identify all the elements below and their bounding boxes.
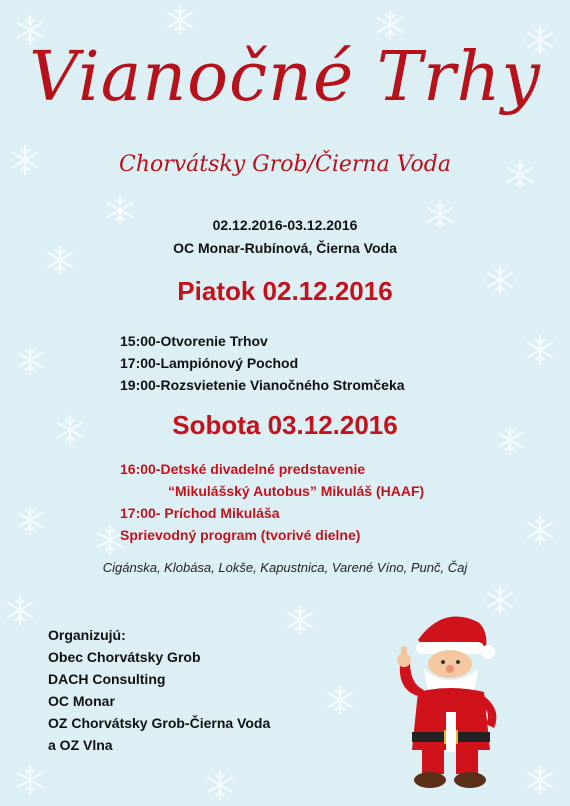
snowflake-icon: [378, 11, 402, 39]
snowflake-icon: [8, 596, 32, 624]
snowflake-icon: [168, 6, 192, 34]
organizer-item: Obec Chorvátsky Grob: [48, 649, 201, 665]
event-venue: OC Monar-Rubínová, Čierna Voda: [173, 240, 397, 256]
schedule-item: 17:00- Príchod Mikuláša: [120, 505, 280, 521]
schedule-item: 15:00-Otvorenie Trhov: [120, 333, 268, 349]
organizers-label: Organizujú:: [48, 627, 126, 643]
snowflake-icon: [288, 606, 312, 634]
organizer-item: OZ Chorvátsky Grob-Čierna Voda: [48, 715, 271, 731]
schedule-item: “Mikulášský Autobus” Mikuláš (HAAF): [168, 483, 425, 499]
santa-claus-icon: [388, 600, 508, 790]
snowflake-icon: [328, 686, 352, 714]
day2-schedule: [120, 458, 424, 546]
snowflake-icon: [18, 766, 42, 794]
schedule-item: 17:00-Lampiónový Pochod: [120, 355, 299, 371]
schedule-item: 19:00-Rozsvietenie Vianočného Stromčeka: [120, 377, 405, 393]
organizer-item: a OZ Vlna: [48, 737, 113, 753]
snowflake-icon: [528, 336, 552, 364]
event-subtitle: Chorvátsky Grob/Čierna Voda: [118, 152, 452, 177]
organizers-list: [48, 624, 270, 756]
organizer-item: OC Monar: [48, 693, 115, 709]
schedule-item: 16:00-Detské divadelné predstavenie: [120, 461, 366, 477]
event-title: Vianočné Trhy: [29, 38, 541, 117]
day1-schedule: [120, 330, 405, 396]
food-list: Cigánska, Klobása, Lokše, Kapustnica, Varené Víno, Punč, Čaj: [102, 560, 468, 575]
snowflake-icon: [18, 506, 42, 534]
snowflake-icon: [98, 526, 122, 554]
day2-heading: Sobota 03.12.2016: [172, 410, 398, 440]
snowflake-icon: [528, 766, 552, 794]
event-dates: 02.12.2016-03.12.2016: [212, 217, 358, 233]
snowflake-icon: [18, 346, 42, 374]
snowflake-icon: [208, 771, 232, 799]
snowflake-icon: [528, 516, 552, 544]
day1-heading: Piatok 02.12.2016: [177, 276, 393, 306]
organizer-item: DACH Consulting: [48, 671, 166, 687]
schedule-item: Sprievodný program (tvorivé dielne): [120, 527, 361, 543]
